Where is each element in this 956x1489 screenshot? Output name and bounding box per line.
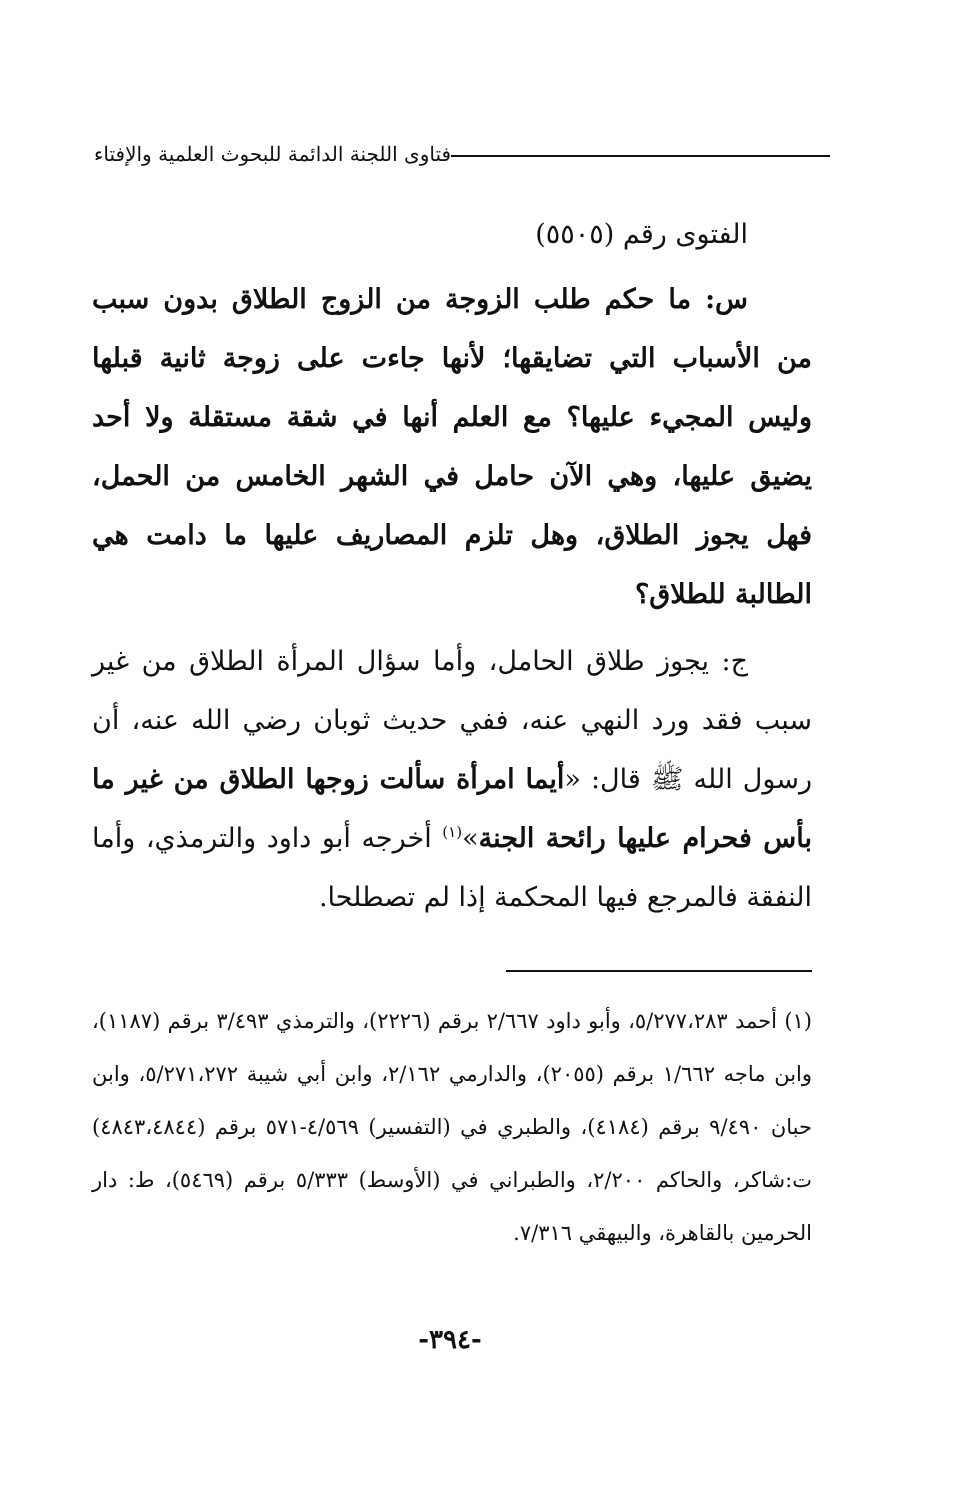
question-paragraph: س: ما حكم طلب الزوجة من الزوج الطلاق بدون سبب من الأسباب التي تضايقها؛ لأنها جاءت على زوجة ثانية قبلها وليس المجيء عليها؟ مع العلم أنها في شقة مستقلة ولا أحد يضيق عليها، وهي الآن حامل في الشهر الخامس من الحمل، فهل يجوز الطلاق، وهل تلزم المصاريف عليها ما دامت هي الطالبة للطلاق؟ — [92, 284, 812, 610]
answer-paragraph — [92, 632, 812, 927]
header-title: فتاوى اللجنة الدائمة للبحوث العلمية والإفتاء — [94, 142, 452, 166]
hadith-quote: أيما امرأة سألت زوجها الطلاق من غير ما بأس فحرام عليها رائحة الجنة — [92, 764, 813, 854]
footnote-reference: (١) — [442, 823, 463, 841]
main-text — [92, 205, 812, 927]
footnote-text: (١) أحمد ٥/٢٧٧،٢٨٣، وأبو داود ٢/٦٦٧ برقم (٢٢٢٦)، والترمذي ٣/٤٩٣ برقم (١١٨٧)، وابن ماجه ١/٦٦٢ برقم (٢٠٥٥)، والدارمي ٢/١٦٢، وابن أبي شيبة ٥/٢٧١،٢٧٢، وابن حبان ٩/٤٩٠ برقم (٤١٨٤)، والطبري في (التفسير) ٤/٥٦٩-٥٧١ برقم (٤٨٤٣،٤٨٤٤) ت:شاكر، والحاكم ٢/٢٠٠، والطبراني في (الأوسط) ٥/٣٣٣ برقم (٥٤٦٩)، ط: دار الحرمين بالقاهرة، والبيهقي ٧/٣١٦. — [92, 1009, 813, 1245]
page-number: -٣٩٤- — [418, 1325, 482, 1355]
running-header — [80, 142, 830, 166]
answer-conclusion: أخرجه أبو داود والترمذي، وأما النفقة فالمرجع فيها المحكمة إذا لم تصطلحا. — [92, 823, 812, 913]
hadith-close-quote: » — [462, 823, 479, 854]
header-rule — [451, 155, 830, 157]
answer-intro: ج: يجوز طلاق الحامل، وأما سؤال المرأة الطلاق من غير سبب فقد ورد النهي عنه، ففي حديث ثوبان رضي الله عنه، أن رسول الله ﷺ قال: « — [92, 646, 812, 795]
fatwa-number: الفتوى رقم (٥٥٠٥) — [535, 219, 748, 250]
footnote-separator — [506, 970, 812, 972]
